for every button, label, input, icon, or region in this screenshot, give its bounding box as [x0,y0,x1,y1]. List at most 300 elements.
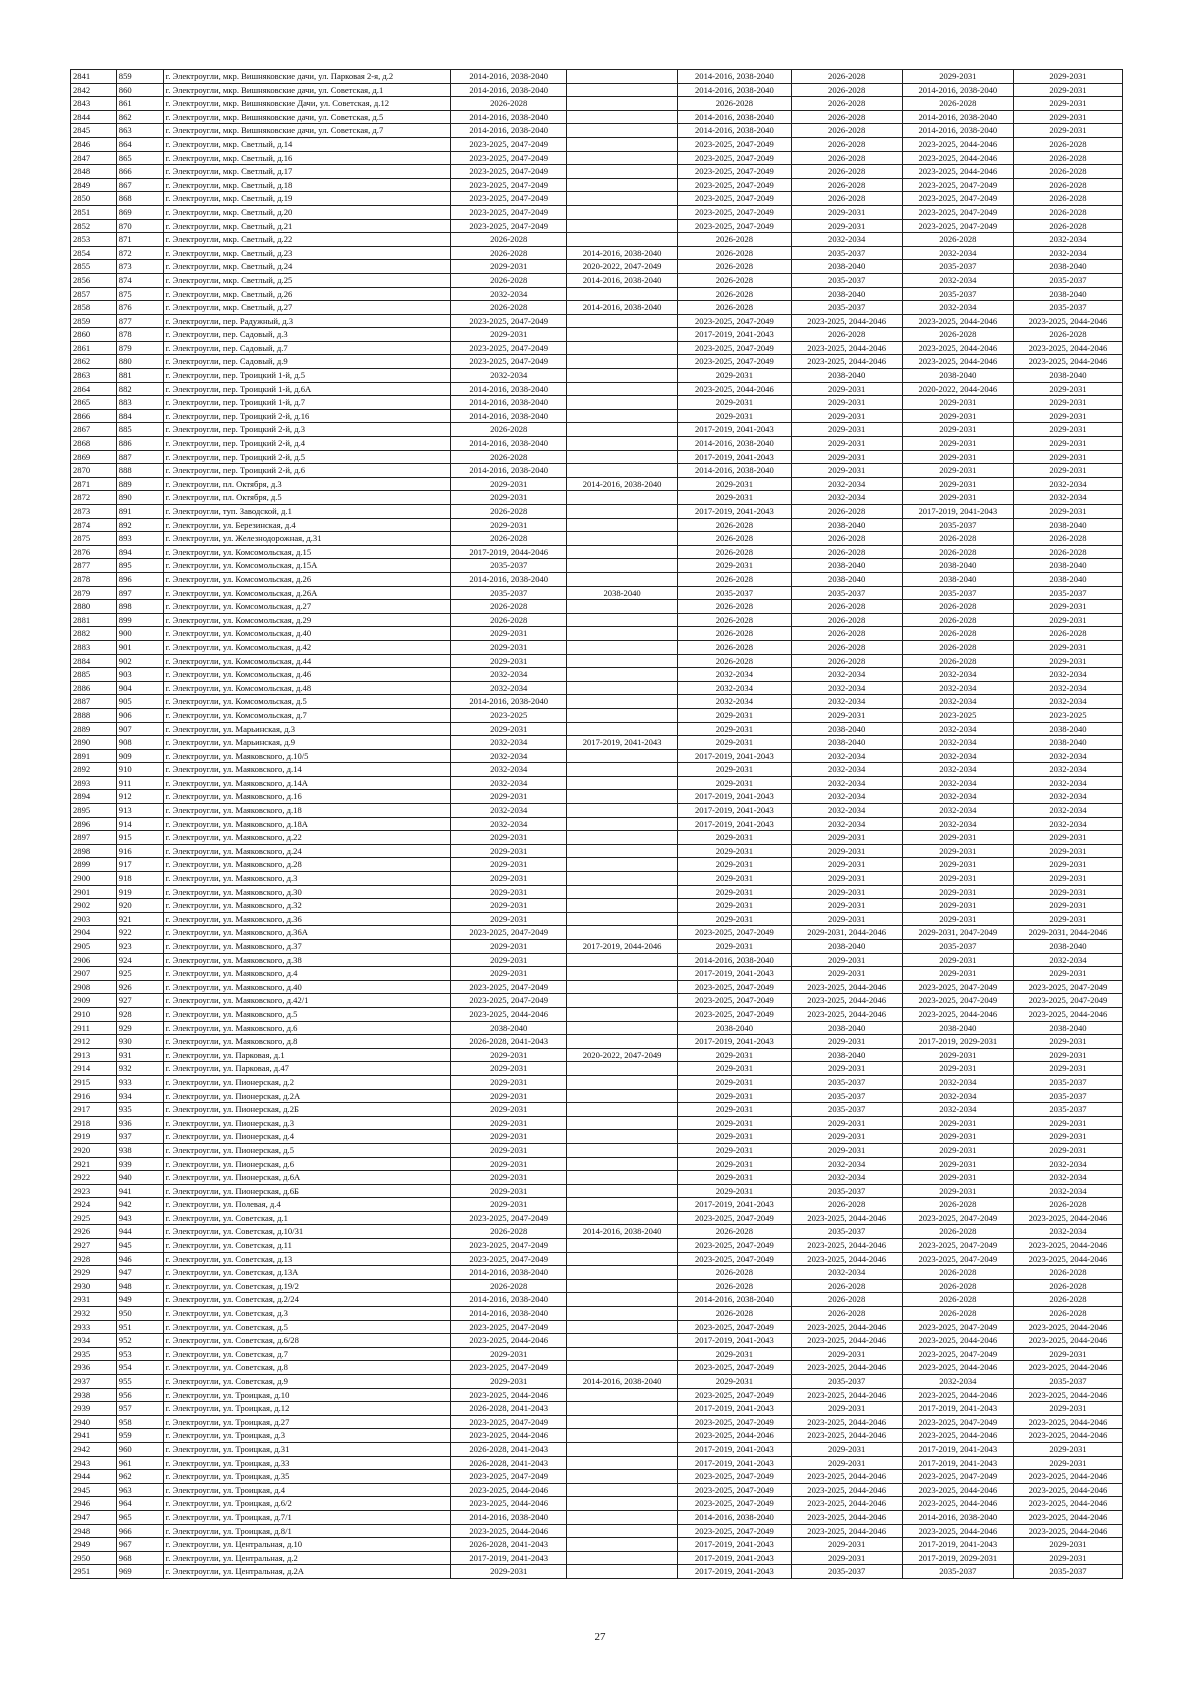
period-cell-4: 2026-2028 [791,545,902,559]
row-number-cell: 2933 [71,1320,117,1334]
address-cell: г. Электроугли, ул. Советская, д.10/31 [163,1225,451,1239]
period-cell-2 [567,600,678,614]
period-cell-6: 2038-2040 [1013,559,1122,573]
row-number-cell: 2873 [71,505,117,519]
period-cell-4: 2023-2025, 2044-2046 [791,1483,902,1497]
period-cell-1: 2023-2025, 2047-2049 [451,137,567,151]
period-cell-3: 2023-2025, 2047-2049 [678,219,791,233]
period-cell-2 [567,151,678,165]
period-cell-3: 2029-2031 [678,1103,791,1117]
address-cell: г. Электроугли, ул. Советская, д.7 [163,1347,451,1361]
table-row [71,1007,1123,1021]
period-cell-5: 2029-2031 [902,423,1013,437]
address-cell: г. Электроугли, пер. Троицкий 2-й, д.4 [163,437,451,451]
period-cell-2 [567,708,678,722]
table-row [71,1470,1123,1484]
table-row [71,627,1123,641]
period-cell-6: 2026-2028 [1013,1198,1122,1212]
period-cell-5: 2023-2025, 2047-2049 [902,1239,1013,1253]
period-cell-2 [567,382,678,396]
address-cell: г. Электроугли, ул. Советская, д.9 [163,1375,451,1389]
period-cell-3: 2029-2031 [678,844,791,858]
table-row [71,586,1123,600]
period-cell-5: 2023-2025, 2044-2046 [902,1007,1013,1021]
period-cell-1: 2029-2031 [451,260,567,274]
period-cell-2: 2020-2022, 2047-2049 [567,1048,678,1062]
table-row [71,817,1123,831]
row-number-cell: 2928 [71,1252,117,1266]
period-cell-2 [567,912,678,926]
house-number-cell: 966 [116,1524,163,1538]
address-cell: г. Электроугли, ул. Комсомольская, д.15А [163,559,451,573]
period-cell-3: 2014-2016, 2038-2040 [678,110,791,124]
house-number-cell: 936 [116,1116,163,1130]
period-cell-1: 2023-2025, 2047-2049 [451,178,567,192]
row-number-cell: 2925 [71,1211,117,1225]
period-cell-2 [567,1456,678,1470]
table-row [71,1075,1123,1089]
period-cell-3: 2032-2034 [678,681,791,695]
address-cell: г. Электроугли, мкр. Светлый, д.14 [163,137,451,151]
period-cell-3: 2017-2019, 2041-2043 [678,749,791,763]
period-cell-3: 2023-2025, 2047-2049 [678,151,791,165]
period-cell-1: 2029-2031 [451,940,567,954]
row-number-cell: 2841 [71,70,117,84]
table-row [71,314,1123,328]
period-cell-2 [567,396,678,410]
period-cell-5: 2026-2028 [902,613,1013,627]
period-cell-2 [567,858,678,872]
row-number-cell: 2890 [71,736,117,750]
period-cell-4: 2029-2031 [791,1116,902,1130]
address-cell: г. Электроугли, мкр. Светлый, д.25 [163,273,451,287]
row-number-cell: 2927 [71,1239,117,1253]
house-number-cell: 933 [116,1075,163,1089]
row-number-cell: 2920 [71,1143,117,1157]
row-number-cell: 2864 [71,382,117,396]
address-cell: г. Электроугли, ул. Маяковского, д.24 [163,844,451,858]
period-cell-5: 2014-2016, 2038-2040 [902,1510,1013,1524]
period-cell-2 [567,899,678,913]
period-cell-6: 2029-2031, 2044-2046 [1013,926,1122,940]
house-number-cell: 911 [116,776,163,790]
address-cell: г. Электроугли, ул. Полевая, д.4 [163,1198,451,1212]
house-number-cell: 944 [116,1225,163,1239]
period-cell-2 [567,1184,678,1198]
period-cell-5: 2038-2040 [902,369,1013,383]
house-number-cell: 968 [116,1551,163,1565]
document-page [70,69,1123,1579]
period-cell-2: 2020-2022, 2047-2049 [567,260,678,274]
address-cell: г. Электроугли, мкр. Светлый, д.19 [163,192,451,206]
house-number-cell: 969 [116,1565,163,1579]
period-cell-4: 2023-2025, 2044-2046 [791,1211,902,1225]
period-cell-6: 2029-2031 [1013,1538,1122,1552]
period-cell-2 [567,1252,678,1266]
period-cell-1: 2023-2025, 2044-2046 [451,1388,567,1402]
period-cell-2 [567,1211,678,1225]
period-cell-5: 2032-2034 [902,246,1013,260]
table-row [71,858,1123,872]
period-cell-6: 2026-2028 [1013,137,1122,151]
period-cell-2 [567,817,678,831]
period-cell-1: 2029-2031 [451,1048,567,1062]
period-cell-5: 2029-2031 [902,1171,1013,1185]
period-cell-3: 2017-2019, 2041-2043 [678,423,791,437]
row-number-cell: 2874 [71,518,117,532]
period-cell-4: 2038-2040 [791,722,902,736]
period-cell-3: 2029-2031 [678,1171,791,1185]
address-cell: г. Электроугли, мкр. Светлый, д.22 [163,233,451,247]
table-row [71,1157,1123,1171]
table-row [71,654,1123,668]
period-cell-5: 2029-2031 [902,70,1013,84]
house-number-cell: 881 [116,369,163,383]
row-number-cell: 2940 [71,1415,117,1429]
address-cell: г. Электроугли, ул. Березинская, д.4 [163,518,451,532]
period-cell-3: 2014-2016, 2038-2040 [678,953,791,967]
address-cell: г. Электроугли, ул. Троицкая, д.8/1 [163,1524,451,1538]
period-cell-6: 2026-2028 [1013,219,1122,233]
period-cell-1: 2023-2025, 2047-2049 [451,205,567,219]
address-cell: г. Электроугли, ул. Маяковского, д.42/1 [163,994,451,1008]
table-row [71,518,1123,532]
period-cell-6: 2032-2034 [1013,749,1122,763]
row-number-cell: 2882 [71,627,117,641]
address-cell: г. Электроугли, ул. Троицкая, д.4 [163,1483,451,1497]
period-cell-5: 2023-2025, 2044-2046 [902,1388,1013,1402]
address-cell: г. Электроугли, пер. Троицкий 2-й, д.6 [163,464,451,478]
period-cell-4: 2029-2031 [791,1538,902,1552]
period-cell-2 [567,97,678,111]
house-number-cell: 865 [116,151,163,165]
row-number-cell: 2858 [71,301,117,315]
period-cell-1: 2026-2028, 2041-2043 [451,1538,567,1552]
period-cell-1: 2029-2031 [451,858,567,872]
period-cell-5: 2023-2025, 2047-2049 [902,219,1013,233]
period-cell-5: 2023-2025, 2047-2049 [902,1470,1013,1484]
period-cell-2: 2017-2019, 2044-2046 [567,940,678,954]
house-number-cell: 905 [116,695,163,709]
row-number-cell: 2891 [71,749,117,763]
period-cell-6: 2032-2034 [1013,1225,1122,1239]
period-cell-5: 2017-2019, 2041-2043 [902,1538,1013,1552]
period-cell-5: 2032-2034 [902,804,1013,818]
row-number-cell: 2941 [71,1429,117,1443]
table-row [71,640,1123,654]
period-cell-4: 2026-2028 [791,1307,902,1321]
period-cell-6: 2029-2031 [1013,83,1122,97]
house-number-cell: 943 [116,1211,163,1225]
period-cell-3: 2023-2025, 2047-2049 [678,205,791,219]
row-number-cell: 2898 [71,844,117,858]
table-row [71,1211,1123,1225]
period-cell-1: 2017-2019, 2044-2046 [451,545,567,559]
period-cell-2: 2014-2016, 2038-2040 [567,1375,678,1389]
period-cell-2 [567,1279,678,1293]
period-cell-1: 2032-2034 [451,749,567,763]
period-cell-6: 2032-2034 [1013,1184,1122,1198]
house-number-cell: 896 [116,572,163,586]
address-cell: г. Электроугли, ул. Троицкая, д.7/1 [163,1510,451,1524]
table-row [71,1035,1123,1049]
table-row [71,804,1123,818]
row-number-cell: 2943 [71,1456,117,1470]
period-cell-6: 2029-2031 [1013,967,1122,981]
house-number-cell: 950 [116,1307,163,1321]
house-number-cell: 914 [116,817,163,831]
table-row [71,749,1123,763]
house-number-cell: 879 [116,341,163,355]
period-cell-2 [567,83,678,97]
table-row [71,1402,1123,1416]
period-cell-1: 2026-2028 [451,600,567,614]
period-cell-4: 2035-2037 [791,246,902,260]
period-cell-2 [567,1442,678,1456]
period-cell-5: 2026-2028 [902,654,1013,668]
period-cell-1: 2026-2028 [451,233,567,247]
house-number-cell: 913 [116,804,163,818]
period-cell-6: 2023-2025, 2047-2049 [1013,994,1122,1008]
table-row [71,287,1123,301]
period-cell-3: 2014-2016, 2038-2040 [678,1510,791,1524]
row-number-cell: 2861 [71,341,117,355]
address-cell: г. Электроугли, пер. Троицкий 2-й, д.5 [163,450,451,464]
house-number-cell: 926 [116,980,163,994]
table-row [71,1510,1123,1524]
house-number-cell: 939 [116,1157,163,1171]
row-number-cell: 2915 [71,1075,117,1089]
period-cell-6: 2029-2031 [1013,613,1122,627]
period-cell-2 [567,559,678,573]
period-cell-1: 2032-2034 [451,681,567,695]
period-cell-1: 2014-2016, 2038-2040 [451,437,567,451]
period-cell-2 [567,137,678,151]
period-cell-1: 2029-2031 [451,953,567,967]
period-cell-1: 2038-2040 [451,1021,567,1035]
house-number-cell: 870 [116,219,163,233]
period-cell-6: 2029-2031 [1013,70,1122,84]
period-cell-1: 2014-2016, 2038-2040 [451,382,567,396]
table-row [71,1062,1123,1076]
period-cell-6: 2023-2025, 2044-2046 [1013,1470,1122,1484]
period-cell-6: 2032-2034 [1013,668,1122,682]
address-cell: г. Электроугли, мкр. Светлый, д.21 [163,219,451,233]
house-number-cell: 882 [116,382,163,396]
period-cell-4: 2026-2028 [791,97,902,111]
period-cell-3: 2029-2031 [678,763,791,777]
period-cell-1: 2023-2025, 2047-2049 [451,1320,567,1334]
period-cell-5: 2032-2034 [902,1075,1013,1089]
house-number-cell: 903 [116,668,163,682]
address-cell: г. Электроугли, пер. Троицкий 1-й, д.7 [163,396,451,410]
address-cell: г. Электроугли, мкр. Светлый, д.17 [163,165,451,179]
row-number-cell: 2904 [71,926,117,940]
period-cell-5: 2026-2028 [902,1279,1013,1293]
period-cell-5: 2032-2034 [902,722,1013,736]
address-cell: г. Электроугли, ул. Пионерская, д.4 [163,1130,451,1144]
row-number-cell: 2885 [71,668,117,682]
address-cell: г. Электроугли, ул. Маяковского, д.18А [163,817,451,831]
period-cell-2 [567,1021,678,1035]
period-cell-5: 2023-2025, 2044-2046 [902,1497,1013,1511]
period-cell-6: 2026-2028 [1013,1266,1122,1280]
address-cell: г. Электроугли, пер. Радужный, д.3 [163,314,451,328]
period-cell-4: 2038-2040 [791,518,902,532]
table-row [71,328,1123,342]
period-cell-2 [567,1116,678,1130]
period-cell-5: 2029-2031 [902,491,1013,505]
period-cell-3: 2026-2028 [678,1225,791,1239]
period-cell-4: 2032-2034 [791,668,902,682]
period-cell-4: 2026-2028 [791,640,902,654]
period-cell-1: 2023-2025, 2047-2049 [451,1415,567,1429]
period-cell-1: 2023-2025, 2047-2049 [451,1361,567,1375]
period-cell-3: 2026-2028 [678,301,791,315]
house-number-cell: 878 [116,328,163,342]
house-number-cell: 888 [116,464,163,478]
period-cell-4: 2026-2028 [791,613,902,627]
house-number-cell: 961 [116,1456,163,1470]
period-cell-2 [567,1565,678,1579]
row-number-cell: 2901 [71,885,117,899]
period-cell-4: 2023-2025, 2044-2046 [791,994,902,1008]
period-cell-5: 2038-2040 [902,1021,1013,1035]
period-cell-3: 2029-2031 [678,831,791,845]
period-cell-6: 2032-2034 [1013,681,1122,695]
period-cell-6: 2032-2034 [1013,491,1122,505]
table-row [71,1551,1123,1565]
period-cell-2 [567,409,678,423]
house-number-cell: 894 [116,545,163,559]
period-cell-5: 2032-2034 [902,817,1013,831]
period-cell-2: 2014-2016, 2038-2040 [567,477,678,491]
period-cell-2 [567,355,678,369]
row-number-cell: 2938 [71,1388,117,1402]
period-cell-1: 2029-2031 [451,790,567,804]
table-row [71,844,1123,858]
period-cell-3: 2017-2019, 2041-2043 [678,967,791,981]
period-cell-4: 2026-2028 [791,328,902,342]
period-cell-4: 2032-2034 [791,1171,902,1185]
house-number-cell: 877 [116,314,163,328]
house-number-cell: 876 [116,301,163,315]
period-cell-2 [567,1143,678,1157]
period-cell-5: 2014-2016, 2038-2040 [902,83,1013,97]
period-cell-4: 2038-2040 [791,940,902,954]
period-cell-1: 2026-2028 [451,1279,567,1293]
period-cell-5: 2023-2025, 2047-2049 [902,994,1013,1008]
period-cell-2 [567,491,678,505]
period-cell-6: 2029-2031 [1013,1456,1122,1470]
table-row [71,722,1123,736]
period-cell-3: 2026-2028 [678,1279,791,1293]
address-cell: г. Электроугли, ул. Советская, д.5 [163,1320,451,1334]
house-number-cell: 965 [116,1510,163,1524]
period-cell-3: 2032-2034 [678,668,791,682]
period-cell-6: 2029-2031 [1013,912,1122,926]
period-cell-3: 2017-2019, 2041-2043 [678,1538,791,1552]
row-number-cell: 2948 [71,1524,117,1538]
period-cell-2 [567,219,678,233]
house-number-cell: 890 [116,491,163,505]
table-row [71,1320,1123,1334]
table-row [71,437,1123,451]
period-cell-4: 2029-2031 [791,912,902,926]
period-cell-6: 2026-2028 [1013,1279,1122,1293]
address-cell: г. Электроугли, пер. Садовый, д.7 [163,341,451,355]
period-cell-6: 2032-2034 [1013,477,1122,491]
period-cell-1: 2032-2034 [451,804,567,818]
row-number-cell: 2919 [71,1130,117,1144]
period-cell-3: 2029-2031 [678,491,791,505]
table-row [71,1429,1123,1443]
table-row [71,205,1123,219]
address-cell: г. Электроугли, ул. Советская, д.3 [163,1307,451,1321]
address-cell: г. Электроугли, ул. Пионерская, д.6А [163,1171,451,1185]
period-cell-1: 2014-2016, 2038-2040 [451,464,567,478]
period-cell-6: 2029-2031 [1013,1143,1122,1157]
row-number-cell: 2949 [71,1538,117,1552]
address-cell: г. Электроугли, ул. Парковая, д.1 [163,1048,451,1062]
table-row [71,1048,1123,1062]
period-cell-5: 2026-2028 [902,1307,1013,1321]
period-cell-3: 2026-2028 [678,627,791,641]
row-number-cell: 2917 [71,1103,117,1117]
period-cell-5: 2026-2028 [902,1225,1013,1239]
period-cell-4: 2026-2028 [791,165,902,179]
period-cell-1: 2023-2025, 2047-2049 [451,980,567,994]
period-cell-1: 2029-2031 [451,1565,567,1579]
period-cell-4: 2029-2031 [791,409,902,423]
repair-schedule-table [70,69,1123,1579]
period-cell-1: 2029-2031 [451,872,567,886]
period-cell-5: 2023-2025, 2047-2049 [902,1347,1013,1361]
period-cell-4: 2023-2025, 2044-2046 [791,314,902,328]
period-cell-1: 2029-2031 [451,899,567,913]
period-cell-4: 2026-2028 [791,627,902,641]
period-cell-3: 2026-2028 [678,572,791,586]
period-cell-1: 2032-2034 [451,668,567,682]
period-cell-3: 2026-2028 [678,654,791,668]
row-number-cell: 2903 [71,912,117,926]
table-row [71,1497,1123,1511]
address-cell: г. Электроугли, мкр. Вишняковские Дачи, ул. Советская, д.12 [163,97,451,111]
table-row [71,1442,1123,1456]
period-cell-1: 2026-2028 [451,505,567,519]
period-cell-5: 2023-2025, 2047-2049 [902,192,1013,206]
house-number-cell: 935 [116,1103,163,1117]
period-cell-6: 2023-2025, 2044-2046 [1013,1497,1122,1511]
period-cell-3: 2029-2031 [678,872,791,886]
address-cell: г. Электроугли, ул. Советская, д.19/2 [163,1279,451,1293]
row-number-cell: 2896 [71,817,117,831]
period-cell-1: 2029-2031 [451,1062,567,1076]
address-cell: г. Электроугли, ул. Комсомольская, д.26А [163,586,451,600]
address-cell: г. Электроугли, ул. Маяковского, д.10/5 [163,749,451,763]
table-row [71,1415,1123,1429]
period-cell-3: 2023-2025, 2047-2049 [678,341,791,355]
period-cell-5: 2029-2031 [902,396,1013,410]
period-cell-2 [567,178,678,192]
period-cell-3: 2029-2031 [678,409,791,423]
period-cell-1: 2029-2031 [451,1184,567,1198]
period-cell-2 [567,953,678,967]
period-cell-3: 2023-2025, 2047-2049 [678,1470,791,1484]
table-row [71,1021,1123,1035]
table-row [71,912,1123,926]
period-cell-6: 2023-2025, 2044-2046 [1013,1252,1122,1266]
